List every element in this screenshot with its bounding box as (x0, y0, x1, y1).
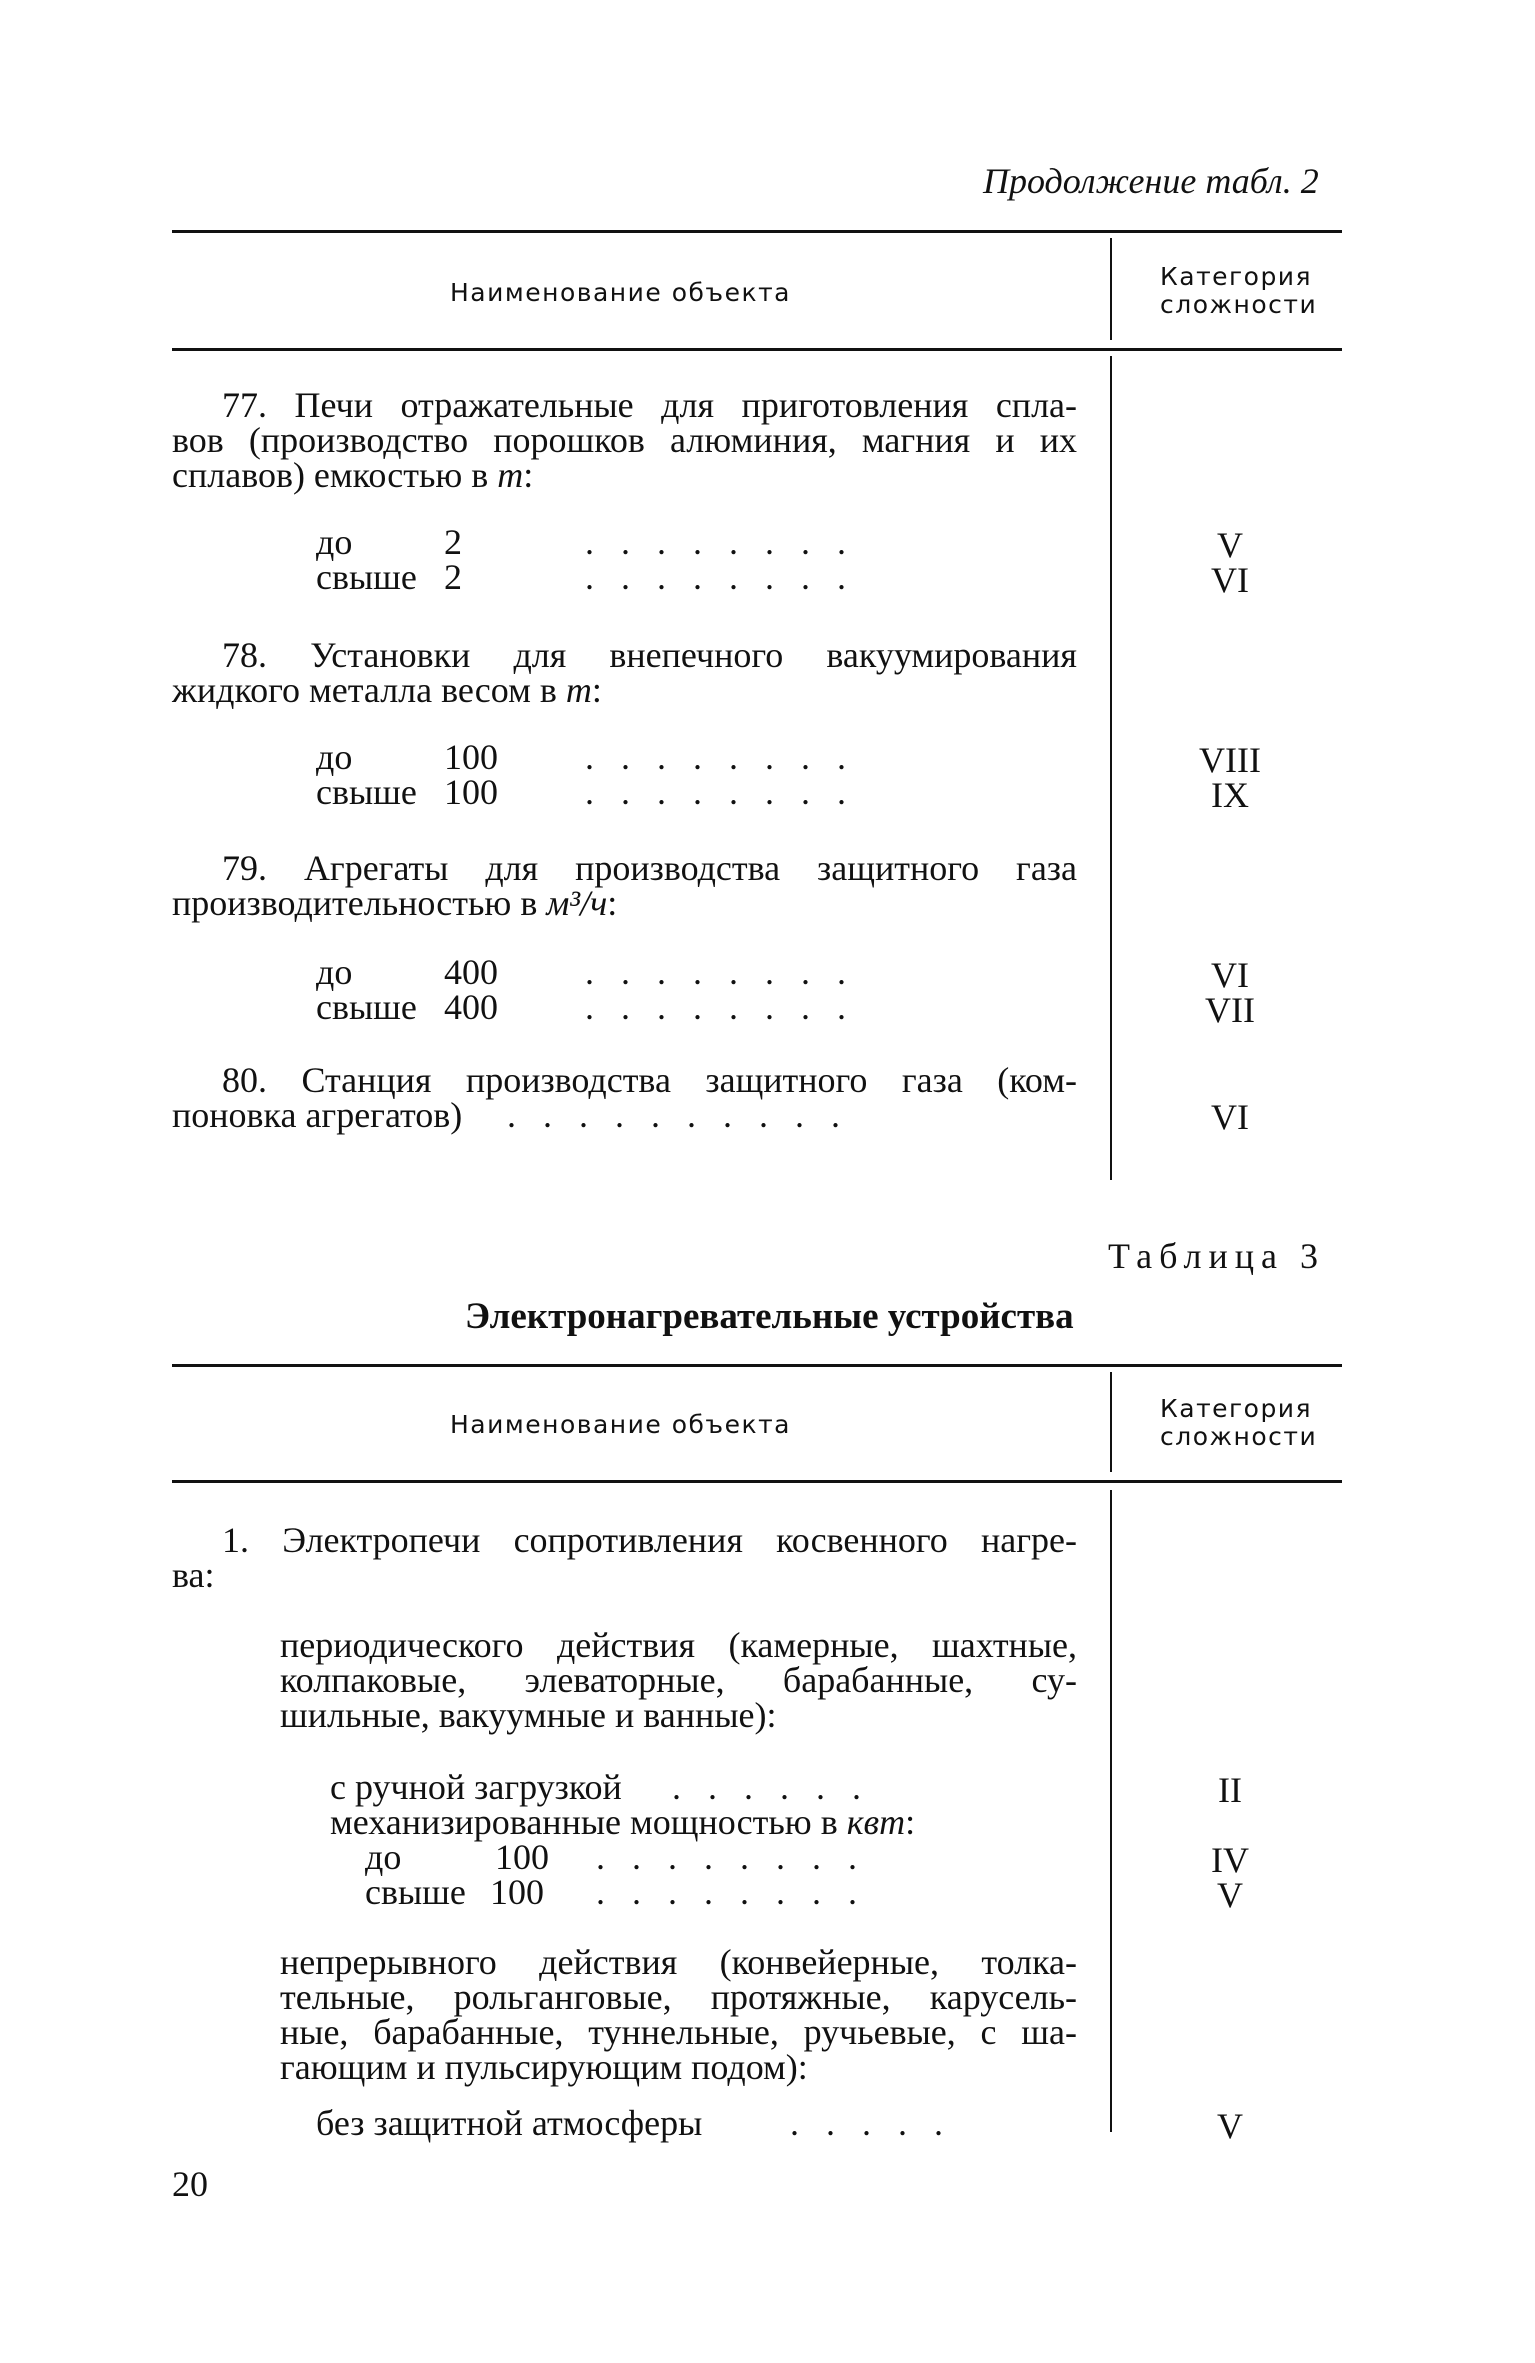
t3-mech-line (330, 1802, 915, 1842)
item79-unit: м³/ч (546, 883, 608, 923)
item80-line2: поновка агрегатов) (172, 1095, 463, 1135)
item80-leader: . . . . . . . . . . (507, 1095, 840, 1135)
item78-row2-value: 100 (444, 772, 498, 812)
item79-row2-value: 400 (444, 987, 498, 1027)
table3-col-name-header: Наименование объекта (450, 1410, 791, 1439)
table2-header-bottom-rule (172, 348, 1342, 351)
item77-row2-label: свыше (316, 557, 417, 597)
table3-top-rule (172, 1364, 1342, 1367)
t3-manual-category: II (1218, 1770, 1242, 1810)
item80-category: VI (1211, 1097, 1249, 1137)
item80-line1: 80. Станция производства защитного газа (ком- (222, 1060, 1077, 1100)
table3-header-col-divider (1110, 1372, 1112, 1472)
item78-line2-text: жидкого металла весом в (172, 670, 566, 710)
item79-row1-value: 400 (444, 952, 498, 992)
t3-continuous-line4: гающим и пульсирующим подом): (280, 2047, 808, 2087)
item77-row2-category: VI (1211, 560, 1249, 600)
t3-mech-colon: : (905, 1802, 916, 1842)
t3-mech-row2-label: свыше (365, 1872, 466, 1912)
item78-row1-value: 100 (444, 737, 498, 777)
t3-item1-line2: ва: (172, 1555, 215, 1595)
t3-noatm-label: без защитной атмосферы (316, 2103, 703, 2143)
item78-row1-label: до (316, 737, 353, 777)
item78-row2-leader: . . . . . . . . (585, 772, 846, 812)
item77-line3 (172, 455, 533, 495)
table2-top-rule (172, 230, 1342, 233)
item78-row1-leader: . . . . . . . . (585, 737, 846, 777)
t3-mech-row2-category: V (1217, 1875, 1243, 1915)
item79-line1: 79. Агрегаты для производства защитного газа (222, 848, 1077, 888)
t3-item1-line1: 1. Электропечи сопротивления косвенного нагре- (222, 1520, 1077, 1560)
t3-mech-row2-value: 100 (490, 1872, 544, 1912)
t3-mech-row1-category: IV (1211, 1840, 1249, 1880)
t3-continuous-line3: ные, барабанные, туннельные, ручьевые, с ша- (280, 2012, 1077, 2052)
t3-mech-text: механизированные мощностью в (330, 1802, 847, 1842)
t3-continuous-line2: тельные, рольганговые, протяжные, карусель- (280, 1977, 1077, 2017)
item77-row2-value: 2 (444, 557, 462, 597)
table2-header-col-divider (1110, 238, 1112, 340)
item79-row2-category: VII (1205, 990, 1255, 1030)
t3-periodic-line1: периодического действия (камерные, шахтные, (280, 1625, 1077, 1665)
t3-mech-row2-leader: . . . . . . . . (596, 1872, 857, 1912)
page-number: 20 (172, 2164, 208, 2204)
item79-row2-leader: . . . . . . . . (585, 987, 846, 1027)
t3-periodic-line2: колпаковые, элеваторные, барабанные, су- (280, 1660, 1077, 1700)
item78-line1: 78. Установки для внепечного вакуумирования (222, 635, 1077, 675)
item78-line2-colon: : (591, 670, 602, 710)
t3-noatm-leader: . . . . . (790, 2103, 943, 2143)
t3-mech-row1-label: до (365, 1837, 402, 1877)
item79-line2 (172, 883, 617, 923)
item77-row1-label: до (316, 522, 353, 562)
item77-line3-text: сплавов) емкостью в (172, 455, 498, 495)
item77-line3-colon: : (523, 455, 534, 495)
item79-line2-colon: : (607, 883, 618, 923)
table3-title: Электронагревательные устройства (465, 1296, 1074, 1337)
table2-col-category-header-line2: сложности (1160, 290, 1318, 319)
t3-mech-unit: квт (846, 1802, 906, 1842)
item79-row1-leader: . . . . . . . . (585, 952, 846, 992)
item77-row1-value: 2 (444, 522, 462, 562)
item78-row1-category: VIII (1199, 740, 1261, 780)
t3-mech-row1-value: 100 (495, 1837, 549, 1877)
item78-row2-category: IX (1211, 775, 1249, 815)
item79-row2-label: свыше (316, 987, 417, 1027)
item77-unit: т (497, 455, 524, 495)
item79-row1-category: VI (1211, 955, 1249, 995)
t3-noatm-category: V (1217, 2106, 1243, 2146)
item79-row1-label: до (316, 952, 353, 992)
item77-row1-category: V (1217, 525, 1243, 565)
t3-manual-label: с ручной загрузкой (330, 1767, 622, 1807)
t3-mech-row1-leader: . . . . . . . . (596, 1837, 857, 1877)
table2-col-name-header: Наименование объекта (450, 278, 791, 307)
t3-periodic-line3: шильные, вакуумные и ванные): (280, 1695, 777, 1735)
t3-continuous-line1: непрерывного действия (конвейерные, толка- (280, 1942, 1077, 1982)
table3-header-bottom-rule (172, 1480, 1342, 1483)
t3-manual-leader: . . . . . . (672, 1767, 861, 1807)
item78-line2 (172, 670, 602, 710)
table3-label: Таблица 3 (1108, 1236, 1325, 1276)
item78-row2-label: свыше (316, 772, 417, 812)
item77-line1: 77. Печи отражательные для приготовления спла- (222, 385, 1077, 425)
table3-col-category-header-line2: сложности (1160, 1422, 1318, 1451)
table3-body-col-divider (1110, 1490, 1112, 2132)
item77-line2: вов (производство порошков алюминия, магния и их (172, 420, 1077, 460)
item79-line2-text: производительностью в (172, 883, 547, 923)
table2-body-col-divider (1110, 356, 1112, 1180)
item77-row1-leader: . . . . . . . . (585, 522, 846, 562)
item78-unit: т (565, 670, 592, 710)
table2-col-category-header-line1: Категория (1160, 262, 1313, 291)
table3-col-category-header-line1: Категория (1160, 1394, 1313, 1423)
continuation-header: Продолжение табл. 2 (983, 161, 1319, 201)
item77-row2-leader: . . . . . . . . (585, 557, 846, 597)
